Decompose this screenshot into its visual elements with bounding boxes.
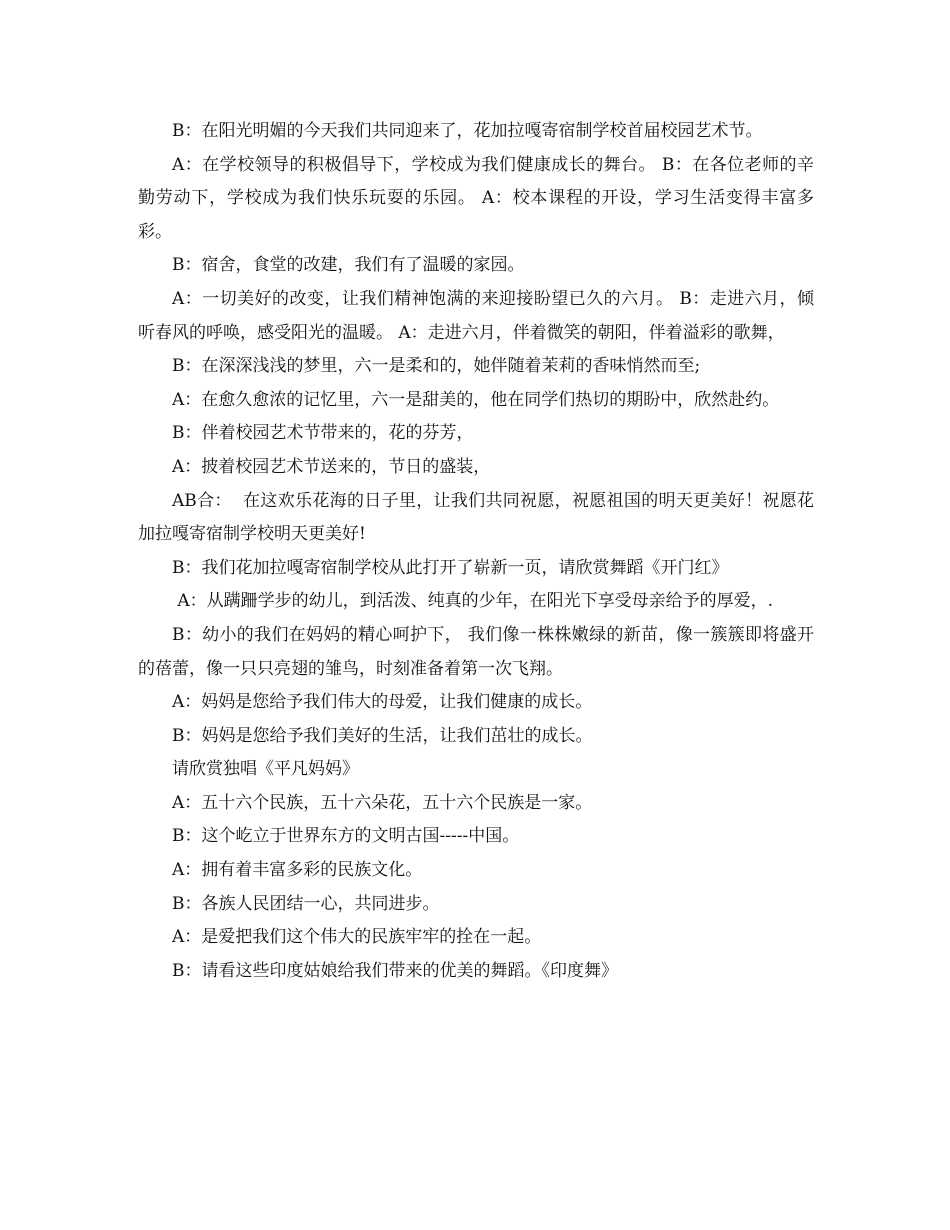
paragraph: AB合： 在这欢乐花海的日子里，让我们共同祝愿，祝愿祖国的明天更美好！祝愿花加拉嘎寄宿制学校明天更美好!: [138, 490, 814, 545]
paragraph: B：伴着校园艺术节带来的，花的芬芳，: [172, 423, 474, 444]
paragraph: A：五十六个民族，五十六朵花，五十六个民族是一家。: [172, 792, 593, 813]
paragraph: A：从蹒跚学步的幼儿，到活泼、纯真的少年，在阳光下享受母亲给予的厚爱，.: [172, 591, 774, 612]
paragraph: B：妈妈是您给予我们美好的生活，让我们茁壮的成长。: [172, 725, 593, 746]
paragraph: 请欣赏独唱《平凡妈妈》: [172, 759, 359, 780]
paragraph: A：在愈久愈浓的记忆里，六一是甜美的，他在同学们热切的期盼中，欣然赴约。: [172, 389, 780, 410]
paragraph: B：这个屹立于世界东方的文明古国-----中国。: [172, 826, 520, 847]
paragraph: A：妈妈是您给予我们伟大的母爱，让我们健康的成长。: [172, 692, 593, 713]
paragraph: B：宿舍，食堂的改建，我们有了温暖的家园。: [172, 255, 525, 276]
paragraph: A：在学校领导的积极倡导下，学校成为我们健康成长的舞台。 B：在各位老师的辛勤劳动下，学校成为我们快乐玩耍的乐园。 A：校本课程的开设，学习生活变得丰富多彩。: [138, 154, 814, 242]
paragraph: A：是爱把我们这个伟大的民族牢牢的拴在一起。: [172, 927, 542, 948]
paragraph: A：拥有着丰富多彩的民族文化。: [172, 860, 423, 881]
script-text: [138, 115, 814, 988]
paragraph: B：请看这些印度姑娘给我们带来的优美的舞蹈。《印度舞》: [172, 960, 618, 981]
paragraph: A：披着校园艺术节送来的，节日的盛装，: [172, 456, 491, 477]
paragraph: B：幼小的我们在妈妈的精心呵护下， 我们像一株株嫩绿的新苗，像一簇簇即将盛开的蓓蕾，像一只只亮翅的雏鸟，时刻准备着第一次飞翔。: [138, 624, 814, 679]
paragraph: B：在深深浅浅的梦里，六一是柔和的，她伴随着茉莉的香味悄然而至;: [172, 356, 701, 377]
paragraph: B：各族人民团结一心，共同进步。: [172, 893, 440, 914]
paragraph: B：我们花加拉嘎寄宿制学校从此打开了崭新一页，请欣赏舞蹈《开门红》: [172, 557, 729, 578]
paragraph: A：一切美好的改变，让我们精神饱满的来迎接盼望已久的六月。 B：走进六月，倾听春风的呼唤，感受阳光的温暖。 A：走进六月，伴着微笑的朝阳，伴着溢彩的歌舞，: [138, 288, 814, 343]
paragraph: B：在阳光明媚的今天我们共同迎来了，花加拉嘎寄宿制学校首届校园艺术节。: [172, 121, 763, 141]
